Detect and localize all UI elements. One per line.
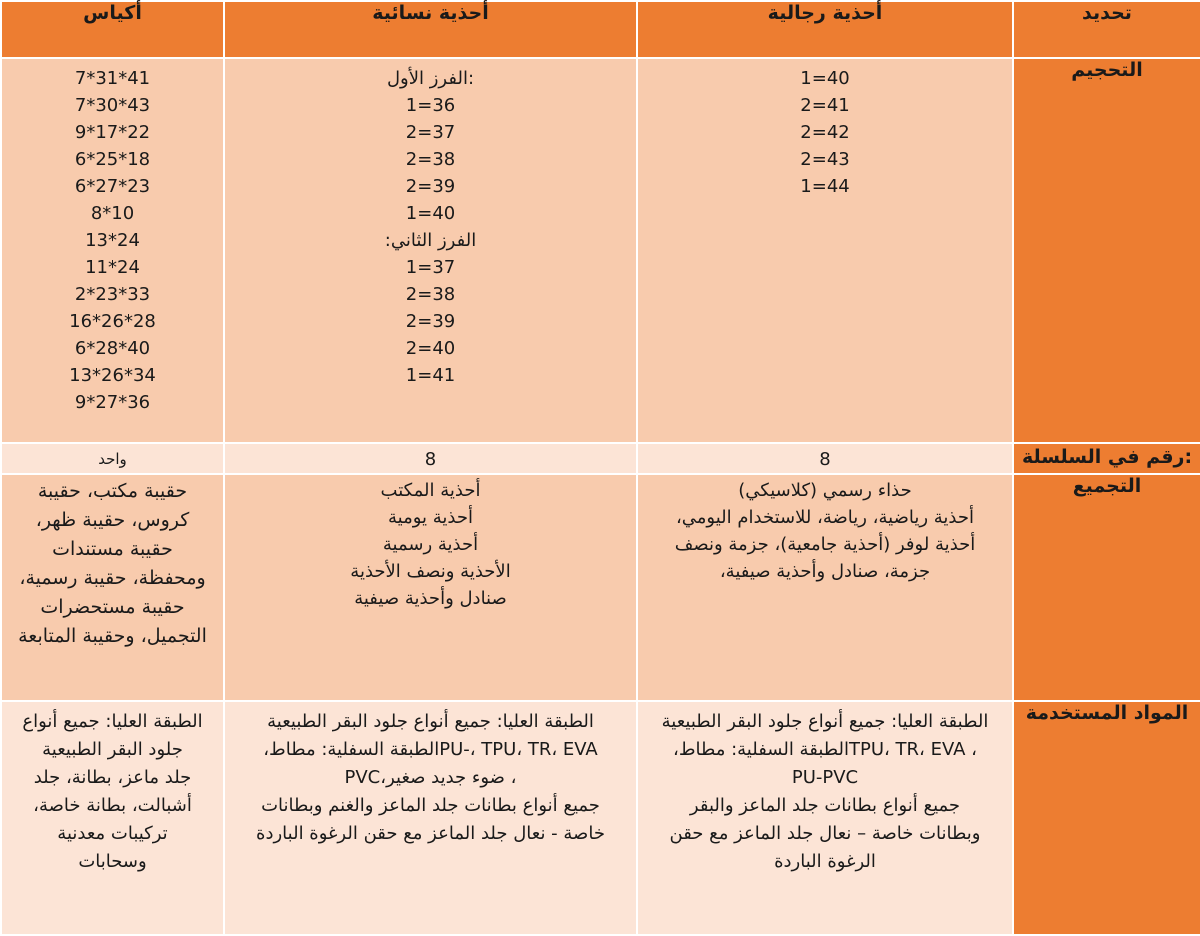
series-row — [1, 443, 1200, 474]
women-series-count: 8 — [424, 449, 437, 470]
header-bags: أكياس — [1, 1, 224, 58]
sizes-row — [1, 58, 1200, 443]
size-entry: 43*30*7 — [74, 95, 151, 116]
size-entry: :الفرز الأول — [386, 68, 475, 89]
series-label: :رقم في السلسلة — [1013, 443, 1200, 474]
bags-materials-text: الطبقة العليا: جميع أنواع جلود البقر الطبيعية جلد ماعز، بطانة، جلد أشبالت، بطانة خاصة، تركيبات معدنية وسحابات — [22, 711, 203, 872]
materials-row — [1, 701, 1200, 935]
size-entry: 23*27*6 — [74, 176, 151, 197]
women-sizes-list — [225, 59, 636, 389]
size-entry: 10*8 — [90, 203, 135, 224]
men-grouping-text: حذاء رسمي (كلاسيكي) أحذية رياضية، رياضة، للاستخدام اليومي، أحذية لوفر (أحذية جامعية)، جزمة ونصف جزمة، صنادل وأحذية صيفية، — [674, 480, 976, 582]
size-entry: 22*17*9 — [74, 122, 151, 143]
size-entry: 43=2 — [800, 149, 850, 170]
header-row — [1, 1, 1200, 58]
materials-label: المواد المستخدمة — [1013, 701, 1200, 935]
men-materials-text: الطبقة العليا: جميع أنواع جلود البقر الطبيعية ، TPU، TR، EVAالطبقة السفلية: مطاط، PU-PVC جميع أنواع بطانات جلد الماعز والبقر وبطانات خاصة – نعال جلد الماعز مع حقن الرغوة الباردة — [661, 711, 989, 872]
size-entry: 18*25*6 — [74, 149, 151, 170]
size-entry: 39=2 — [405, 176, 456, 197]
size-entry: 40=1 — [405, 203, 456, 224]
size-entry: 38=2 — [405, 149, 456, 170]
size-entry: 34*26*13 — [69, 365, 156, 386]
size-entry: 24*11 — [85, 257, 140, 278]
header-label: تحديد — [1013, 1, 1200, 58]
size-entry: 38=2 — [405, 284, 456, 305]
grouping-row — [1, 474, 1200, 701]
grouping-label: التجميع — [1013, 474, 1200, 701]
size-entry: 37=2 — [405, 122, 456, 143]
size-entry: 39=2 — [405, 311, 456, 332]
size-entry: الفرز الثاني: — [384, 230, 477, 251]
bags-sizes-list — [2, 59, 223, 416]
size-entry: 28*26*16 — [69, 311, 156, 332]
size-entry: 40=1 — [800, 68, 850, 89]
size-entry: 33*23*2 — [74, 284, 151, 305]
size-entry: 37=1 — [405, 257, 456, 278]
size-entry: 24*13 — [85, 230, 140, 251]
size-entry: 40*28*6 — [74, 338, 151, 359]
header-men-shoes: أحذية رجالية — [637, 1, 1013, 58]
size-entry: 41=1 — [405, 365, 456, 386]
size-entry: 41*31*7 — [74, 68, 151, 89]
size-entry: 36*27*9 — [74, 392, 151, 413]
bags-grouping-text: حقيبة مكتب، حقيبة كروس، حقيبة ظهر، حقيبة مستندات ومحفظة، حقيبة رسمية، حقيبة مستحضرات التجميل، وحقيبة المتابعة — [18, 480, 207, 647]
men-series-count: 8 — [819, 449, 831, 470]
size-entry: 40=2 — [405, 338, 456, 359]
women-materials-text: الطبقة العليا: جميع أنواع جلود البقر الطبيعية PU-، TPU، TR، EVAالطبقة السفلية: مطاط، ، ضوء جديد صغير،PVC جميع أنواع بطانات جلد الماعز والغنم وبطانات خاصة - نعال جلد الماعز مع حقن الرغوة الباردة — [256, 711, 605, 844]
bags-series-count: واحد — [98, 450, 127, 468]
size-entry: 41=2 — [800, 95, 850, 116]
size-entry: 36=1 — [405, 95, 456, 116]
size-entry: 44=1 — [800, 176, 850, 197]
women-grouping-text: أحذية المكتب أحذية يومية أحذية رسمية الأحذية ونصف الأحذية صنادل وأحذية صيفية — [350, 480, 511, 609]
men-sizes-list — [638, 59, 1012, 200]
header-women-shoes: أحذية نسائية — [224, 1, 637, 58]
size-entry: 42=2 — [800, 122, 850, 143]
sizes-label: التحجيم — [1013, 58, 1200, 443]
